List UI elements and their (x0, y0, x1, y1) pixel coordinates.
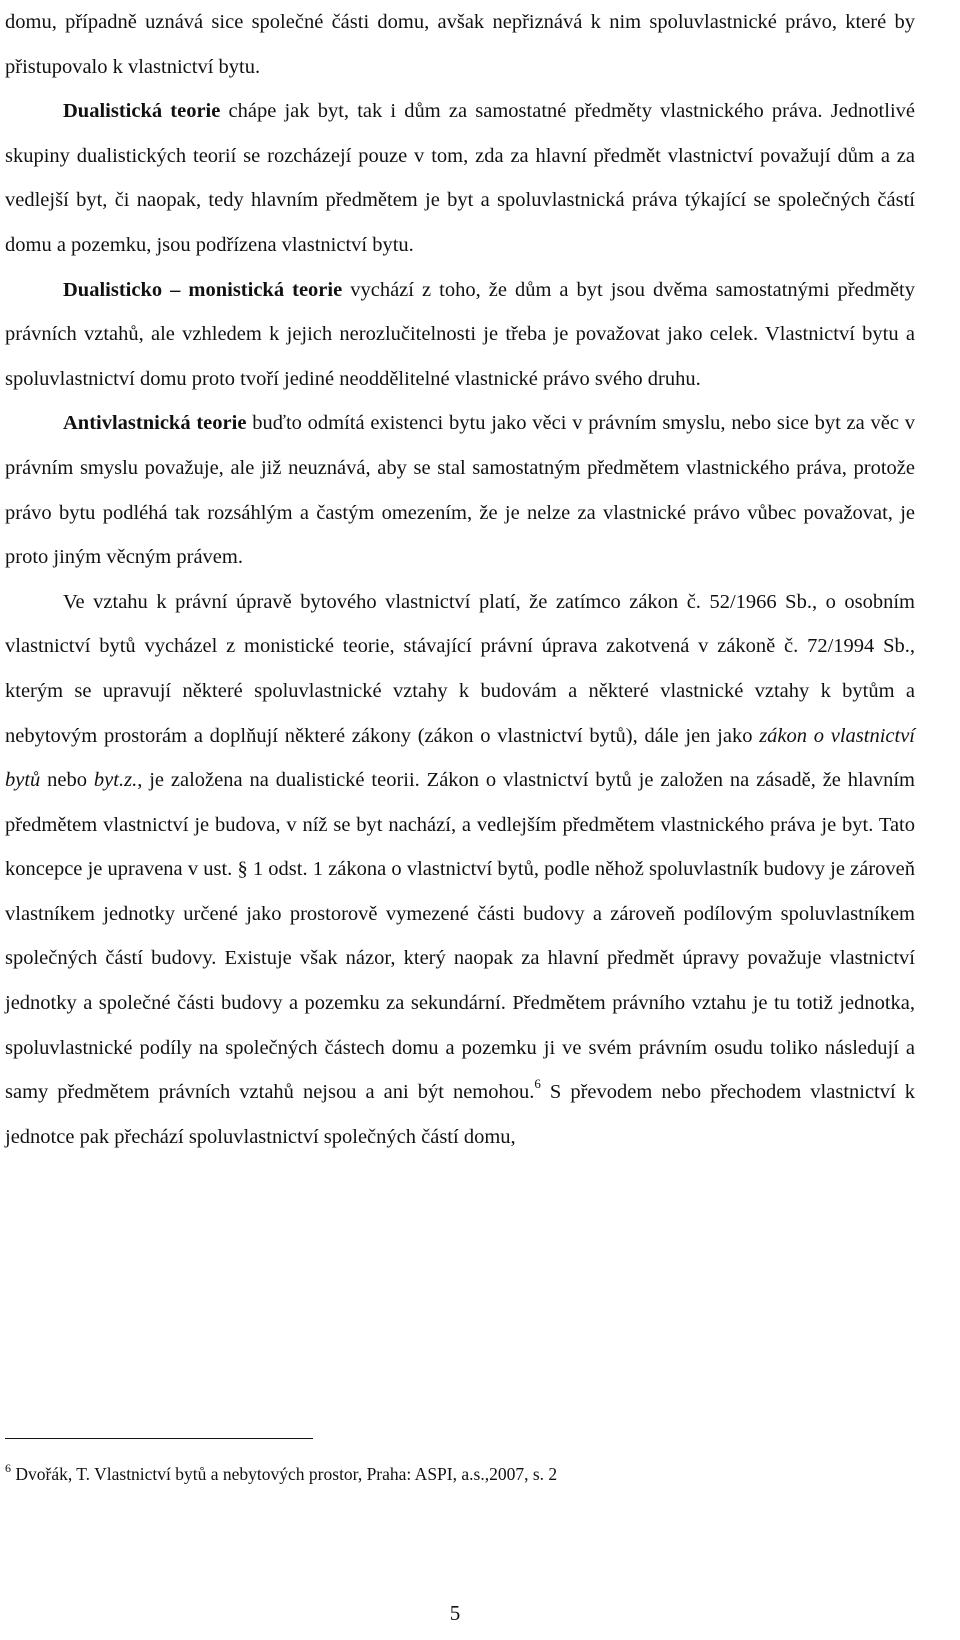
paragraph-4 (5, 580, 915, 1160)
footnote-text: Dvořák, T. Vlastnictví bytů a nebytových prostor, Praha: ASPI, a.s.,2007, s. 2 (11, 1464, 558, 1484)
italic-text-run: byt.z. (93, 769, 138, 792)
text-run: nebo (40, 769, 94, 792)
text-run: vychází z toho, že dům a byt jsou dvěma samostatnými předměty právních vztahů, ale vzhledem k jejich nerozlučitelnosti je třeba je považovat jako celek. Vlastnictví bytu a spoluvlastnictví domu proto tvoří jediné neoddělitelné vlastnické právo svého druhu. (5, 278, 915, 390)
bold-text-run: Dualistická teorie (63, 100, 221, 123)
footnote-mark: 6 (5, 1461, 11, 1476)
bold-text-run: Antivlastnická teorie (63, 412, 247, 435)
footnote-separator (5, 1438, 313, 1439)
bold-text-run: Dualisticko – monistická teorie (63, 278, 343, 301)
paragraph-1 (5, 89, 915, 267)
text-run: Ve vztahu k právní úpravě bytového vlastnictví platí, že zatímco zákon č. 52/1966 Sb., o osobním vlastnictví bytů vycházel z monistické teorie, stávající právní úprava zakotvená v zákoně č. 72/1994 Sb., kterým se upravují některé spoluvlastnické vztahy k budovám a některé vlastnické vztahy k bytům a nebytovým prostorám a doplňují některé zákony (zákon o vlastnictví bytů), dále jen jako (5, 590, 915, 747)
page-number: 5 (449, 1601, 461, 1625)
text-run: domu, případně uznává sice společné části domu, avšak nepřiznává k nim spoluvlastnické právo, které by přistupovalo k vlastnictví bytu. (5, 11, 915, 78)
text-run: , je založena na dualistické teorii. Zákon o vlastnictví bytů je založen na zásadě, že hlavním předmětem vlastnictví je budova, v níž se byt nachází, a vedlejším předmětem vlastnického práva je byt. Tato koncepce je upravena v ust. § 1 odst. 1 zákona o vlastnictví bytů, podle něhož spoluvlastník budovy je zároveň vlastníkem jednotky určené jako prostorově vymezené části budovy a zároveň podílovým spoluvlastníkem společných částí budovy. Existuje však názor, který naopak za hlavní předmět úpravy považuje vlastnictví jednotky a společné části budovy a pozemku za sekundární. Předmětem právního vztahu je tu totiž jednotka, spoluvlastnické podíly na společných částech domu a pozemku ji ve svém právním osudu toliko následují a samy předmětem právních vztahů nejsou a ani být nemohou. (5, 769, 915, 1104)
italic-text-run: zákon o vlastnictví bytů (5, 724, 915, 792)
paragraph-3 (5, 401, 915, 579)
paragraph-2 (5, 268, 915, 402)
footnote (5, 1462, 915, 1486)
body-text (5, 0, 915, 1159)
text-run: chápe jak byt, tak i dům za samostatné předměty vlastnického práva. Jednotlivé skupiny dualistických teorií se rozcházejí pouze v tom, zda za hlavní předmět vlastnictví považují dům a za vedlejší byt, či naopak, tedy hlavním předmětem je byt a spoluvlastnická práva týkající se společných částí domu a pozemku, jsou podřízena vlastnictví bytu. (5, 100, 915, 256)
text-run: buďto odmítá existenci bytu jako věci v právním smyslu, nebo sice byt za věc v právním smyslu považuje, ale již neuznává, aby se stal samostatným předmětem vlastnického práva, protože právo bytu podléhá tak rozsáhlým a častým omezením, že je nelze za vlastnické právo vůbec považovat, je proto jiným věcným právem. (5, 412, 915, 569)
paragraph-0 (5, 0, 915, 89)
text-run: S převodem nebo přechodem vlastnictví k jednotce pak přechází spoluvlastnictví společných částí domu, (5, 1081, 915, 1148)
footnote-reference: 6 (534, 1076, 541, 1092)
